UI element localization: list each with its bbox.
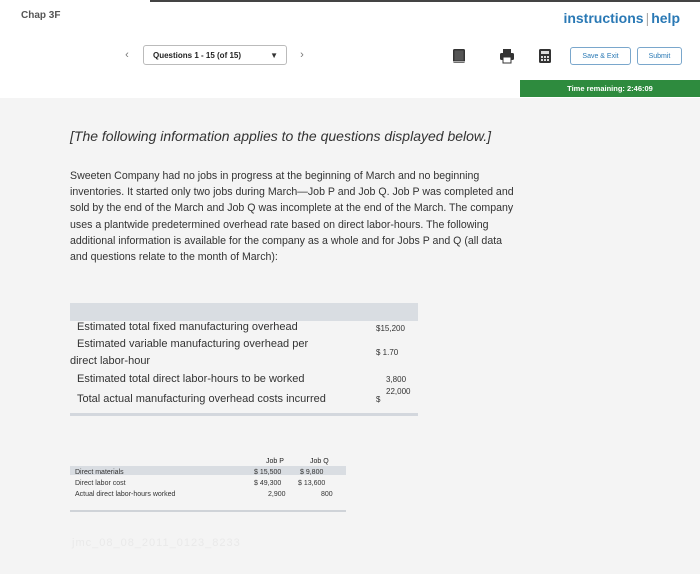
top-divider bbox=[150, 0, 700, 2]
calculator-icon[interactable] bbox=[537, 48, 553, 64]
help-link[interactable]: help bbox=[651, 10, 680, 26]
instructions-link[interactable]: instructions bbox=[563, 10, 644, 26]
chapter-title: Chap 3F bbox=[21, 10, 61, 21]
problem-paragraph: Sweeten Company had no jobs in progress at the beginning of March and no beginning inventories. It started only two jobs during March—Job P and Job Q. Job P was completed and sold by the end of the March and Job Q was incomplete at the end of the March. The company uses a plantwide predetermined overhead rate based on direct labor-hours. The following additional information is available for the company as a whole and for Jobs P and Q (all data and questions relate to the month of March): bbox=[70, 170, 514, 264]
save-exit-button[interactable]: Save & Exit bbox=[570, 47, 631, 65]
time-remaining-badge: Time remaining: 2:46:09 bbox=[520, 80, 700, 97]
table-footer-band bbox=[70, 510, 346, 512]
chevron-down-icon: ▼ bbox=[270, 51, 278, 60]
prev-question-button[interactable]: ‹ bbox=[125, 49, 129, 61]
column-header-job-p: Job P bbox=[266, 458, 284, 465]
column-header-job-q: Job Q bbox=[310, 458, 329, 465]
table-footer-band bbox=[70, 413, 418, 416]
table-header-band bbox=[70, 303, 418, 321]
book-icon[interactable] bbox=[451, 48, 467, 64]
submit-button[interactable]: Submit bbox=[637, 47, 682, 65]
intro-note: [The following information applies to the questions displayed below.] bbox=[70, 128, 492, 144]
overhead-table: Estimated total fixed manufacturing overhead $15,200 Estimated variable manufacturing overhead per direct labor-hour $ 1.70 Estimated total direct labor-hours to be worked 3,800 Total actual manufacturing overhead costs incurred $ 22,000 bbox=[70, 303, 418, 321]
question-select[interactable] bbox=[143, 45, 287, 65]
next-question-button[interactable]: › bbox=[300, 49, 304, 61]
print-icon[interactable] bbox=[499, 48, 515, 64]
job-cost-table: Job P Job Q Direct materials $ 15,500 $ 9,800 Direct labor cost $ 49,300 $ 13,600 Actual direct labor-hours worked 2,900 800 bbox=[70, 458, 346, 514]
top-toolbar bbox=[0, 0, 700, 98]
question-select-label: Questions 1 - 15 (of 15) bbox=[153, 51, 242, 60]
help-links: instructions | help bbox=[563, 10, 680, 26]
watermark: jmc_08_08_2011_0123_8233 bbox=[72, 537, 241, 549]
